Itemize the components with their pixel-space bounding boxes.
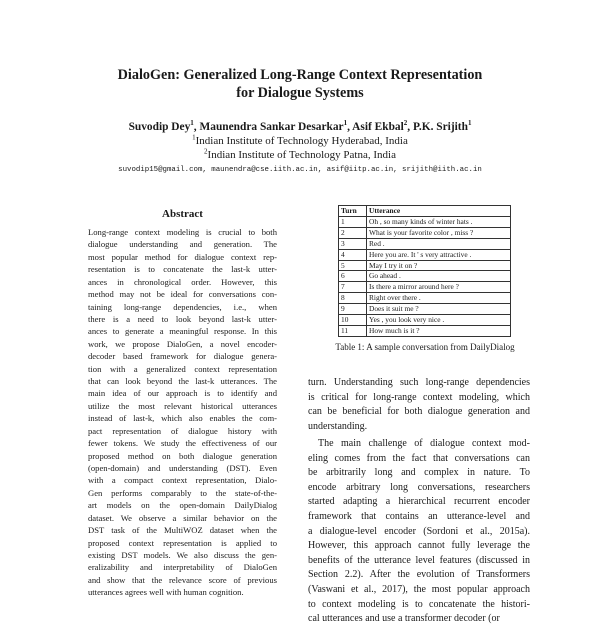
body-line: (Vaswani et al., 2017), the most popular approach	[308, 583, 530, 595]
utterance-cell: Does it suit me ?	[367, 304, 511, 315]
header-turn: Turn	[339, 206, 367, 217]
utterance-cell: May I try it on ?	[367, 260, 511, 271]
body-line: a dialogue-level encoder (Sordoni et al., 2015a).	[308, 525, 530, 537]
table-row	[339, 304, 511, 315]
abstract-line: utterances agrees well with human cognition.	[88, 587, 244, 598]
body-line: encode arbitrary long conversations, researchers	[308, 481, 530, 493]
turn-cell: 5	[339, 260, 367, 271]
title-line: for Dialogue Systems	[236, 85, 364, 101]
author-name: Asif Ekbal	[352, 121, 404, 133]
abstract-line: taining long-range dependencies, i.e., when	[88, 301, 277, 312]
turn-cell: 11	[339, 325, 367, 336]
table-row	[339, 315, 511, 326]
author-name: Suvodip Dey	[128, 121, 191, 133]
table-row	[339, 282, 511, 293]
abstract-line: pact representation of dialogue history with	[88, 425, 277, 436]
table-row	[339, 260, 511, 271]
affiliation-mark: 2	[204, 147, 208, 156]
body-line: to context modeling is to concatenate the histori-	[308, 598, 530, 610]
body-line: However, this approach cannot fully leverage the	[308, 540, 530, 552]
table-row	[339, 293, 511, 304]
utterance-cell: Oh , so many kinds of winter hats .	[367, 216, 511, 227]
abstract-line: dialogue understanding and generation. The	[88, 239, 277, 250]
body-line: turn. Understanding such long-range dependencies	[308, 377, 530, 388]
abstract-line: ances to generate a meaningful response. In this	[88, 326, 277, 337]
abstract-line: fewer tokens. We study the effectiveness of our	[88, 438, 277, 449]
abstract-line: main idea of our approach is to identify and	[88, 388, 277, 399]
abstract-body	[88, 226, 277, 599]
author-affiliation-mark: 1	[467, 119, 472, 128]
author-emails: suvodip15@gmail.com, maunendra@cse.iith.ac.in, asif@iitp.ac.in, srijith@iith.ac.in	[118, 166, 482, 174]
turn-cell: 3	[339, 238, 367, 249]
author-name: P.K. Srijith	[412, 121, 468, 133]
turn-cell: 9	[339, 304, 367, 315]
utterance-cell: How much is it ?	[367, 325, 511, 336]
abstract-line: decoder based framework for dialogue genera-	[88, 351, 277, 362]
utterance-cell: Go ahead .	[367, 271, 511, 282]
abstract-line: there is a need to look beyond last-k utter-	[88, 313, 277, 324]
table-row	[339, 271, 511, 282]
affiliation-2	[0, 148, 600, 162]
abstract-line: that can look beyond the last-k utterances. The	[88, 376, 277, 387]
abstract-line: with a compact context representation, Dialo-	[88, 475, 277, 486]
abstract-line: most popular method for dialogue context rep-	[88, 251, 277, 262]
body-line: Section 2.2). After the evolution of Transformers	[308, 569, 530, 581]
abstract-line: eralizability and interpretability of DialoGen	[88, 562, 277, 573]
table-header-row	[339, 206, 511, 217]
body-line: eling comes from the fact that conversations can	[308, 452, 530, 464]
title-line: DialoGen: Generalized Long-Range Context Representation	[117, 67, 483, 83]
utterance-cell: Yes , you look very nice .	[367, 315, 511, 326]
abstract-line: existing DST models. We also discuss the gen-	[88, 549, 277, 560]
body-line: can be beneficial for both dialogue generation and	[308, 406, 530, 418]
turn-cell: 6	[339, 271, 367, 282]
abstract-line: ances in chronological order. However, this	[88, 276, 277, 287]
abstract-line: resentation is to concatenate the last-k utter-	[88, 264, 277, 275]
affiliation-text: Indian Institute of Technology Patna, India	[207, 149, 396, 161]
abstract-line: art models on the open-domain DailyDialog	[88, 500, 277, 511]
turn-cell: 8	[339, 293, 367, 304]
abstract-heading: Abstract	[162, 208, 203, 220]
abstract-line: and show that the relevance score of previous	[88, 574, 277, 585]
utterance-cell: Is there a mirror around here ?	[367, 282, 511, 293]
table-row	[339, 216, 511, 227]
table-row	[339, 325, 511, 336]
abstract-line: utilize the most relevant historical utterances	[88, 400, 277, 411]
author-list: Suvodip Dey$^1$, Maunendra Sankar Desarkar$^1$, Asif Ekbal$^2$, P.K. Srijith$^1$	[128, 119, 472, 133]
turn-cell: 4	[339, 249, 367, 260]
turn-cell: 10	[339, 315, 367, 326]
table-caption: Table 1: A sample conversation from DailyDialog	[335, 342, 515, 352]
abstract-line: dataset. We observe a similar behavior on the	[88, 512, 277, 523]
table-row	[339, 249, 511, 260]
abstract-line: Gen performs comparably to the state-of-the-	[88, 487, 277, 498]
author-name: Maunendra Sankar Desarkar	[199, 121, 344, 133]
body-line: started adapting a hierarchical recurrent encoder	[308, 496, 530, 508]
body-line: framework that contains an utterance-level and	[308, 510, 530, 522]
table-row	[339, 227, 511, 238]
utterance-cell: What is your favorite color , miss ?	[367, 227, 511, 238]
utterance-cell: Here you are. It ' s very attractive .	[367, 249, 511, 260]
body-line: is critical for long-range context modeling, which	[308, 391, 530, 403]
turn-cell: 7	[339, 282, 367, 293]
body-line: understanding.	[308, 420, 368, 432]
abstract-line: work, we propose DialoGen, a novel encoder-	[88, 338, 277, 349]
affiliation-1	[0, 134, 600, 148]
author-affiliation-mark: 1	[343, 119, 348, 128]
conversation-table	[338, 205, 511, 337]
abstract-line: proposed method on both dialogue generation	[88, 450, 277, 461]
utterance-cell: Red .	[367, 238, 511, 249]
abstract-line: instead of last-k, which also enables the com-	[88, 413, 277, 424]
abstract-line: Long-range context modeling is crucial to both	[88, 227, 277, 237]
header-utterance: Utterance	[367, 206, 511, 217]
utterance-cell: Right over there .	[367, 293, 511, 304]
body-line: The main challenge of dialogue context mod-	[318, 437, 530, 449]
affiliation-mark: 1	[192, 133, 196, 142]
abstract-line: DST task of the MultiWOZ dataset when the	[88, 525, 277, 536]
author-affiliation-mark: 2	[403, 119, 408, 128]
body-line: cal utterances and use a transformer decoder (or	[308, 613, 500, 625]
affiliation-text: Indian Institute of Technology Hyderabad, India	[195, 135, 408, 147]
turn-cell: 2	[339, 227, 367, 238]
abstract-line: method may not be ideal for conversations con-	[88, 289, 277, 300]
turn-cell: 1	[339, 216, 367, 227]
body-text	[308, 376, 530, 627]
table-row	[339, 238, 511, 249]
paper-title	[0, 66, 600, 102]
abstract-line: proposed context representation is applied to	[88, 537, 277, 548]
author-affiliation-mark: 1	[190, 119, 194, 128]
body-line: be arbitrarily long and complex in nature. To	[308, 467, 530, 479]
body-line: benefits of the utterance level features (discussed in	[308, 554, 530, 566]
abstract-line: (open-domain) and understanding (DST). Even	[88, 463, 277, 474]
abstract-line: tion with a generalized context representation	[88, 363, 277, 374]
